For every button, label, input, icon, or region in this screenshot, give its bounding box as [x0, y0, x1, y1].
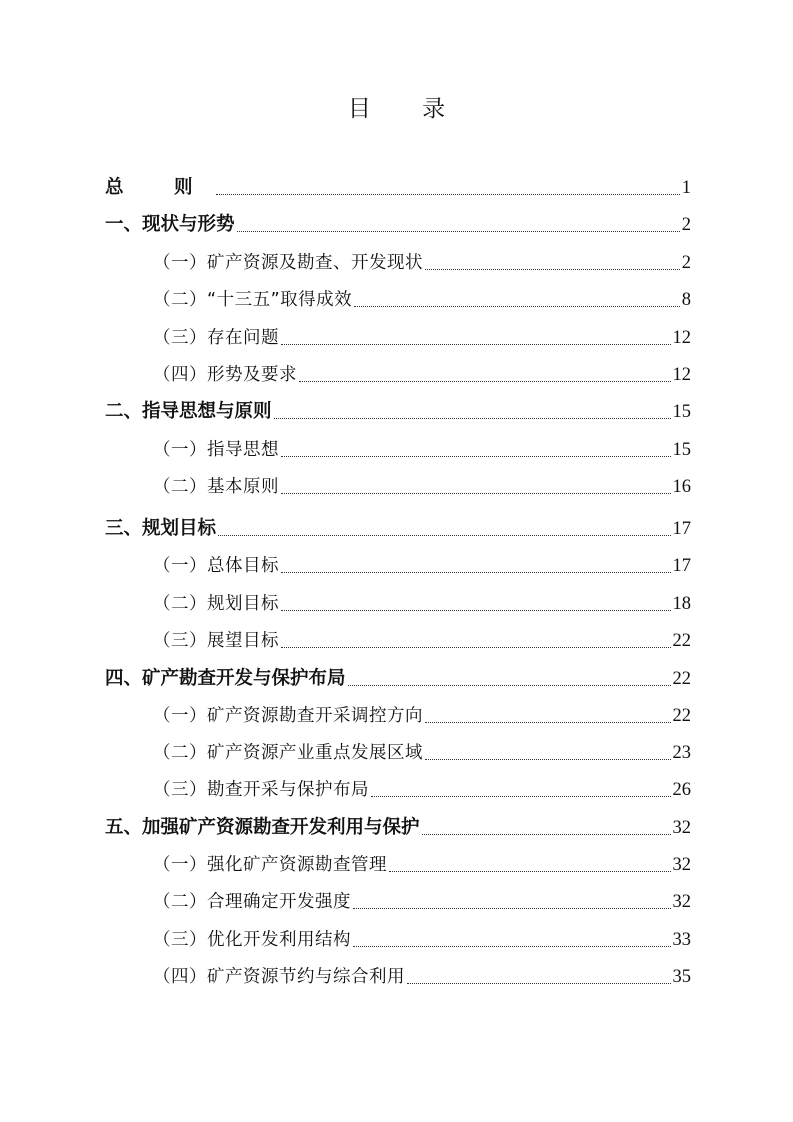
toc-entry[interactable]	[105, 815, 691, 841]
toc-entry-label: （一）指导思想	[153, 440, 279, 460]
toc-entry[interactable]	[153, 852, 691, 878]
toc-entry[interactable]	[153, 287, 691, 313]
toc-dot-leader	[407, 983, 671, 984]
toc-entry-label: （四）形势及要求	[153, 365, 297, 385]
toc-entry[interactable]	[153, 964, 691, 990]
toc-entry[interactable]	[105, 516, 691, 542]
toc-entry[interactable]	[153, 362, 691, 388]
toc-entry-label: 一、现状与形势	[105, 214, 235, 235]
toc-page-number: 1	[681, 178, 691, 198]
toc-entry[interactable]	[105, 175, 691, 201]
toc-entry-label: （一）矿产资源及勘查、开发现状	[153, 253, 423, 273]
toc-dot-leader	[281, 344, 671, 345]
toc-entry-label: （一）强化矿产资源勘查管理	[153, 855, 387, 875]
toc-entry[interactable]	[153, 591, 691, 617]
toc-entry-label: 五、加强矿产资源勘查开发利用与保护	[105, 817, 420, 838]
toc-entry-label: 三、规划目标	[105, 518, 217, 539]
toc-page-number: 22	[672, 631, 691, 651]
toc-dot-leader	[281, 572, 671, 573]
toc-entry[interactable]	[153, 740, 691, 766]
toc-dot-leader	[299, 381, 671, 382]
toc-page-number: 32	[672, 818, 691, 838]
toc-page-number: 18	[672, 594, 691, 614]
toc-page-number: 22	[672, 669, 691, 689]
toc-page-number: 16	[672, 477, 691, 497]
toc-page-number: 17	[672, 519, 691, 539]
toc-dot-leader	[281, 456, 671, 457]
toc-page-number: 12	[672, 328, 691, 348]
toc-dot-leader	[389, 871, 671, 872]
toc-entry-label: （二）矿产资源产业重点发展区域	[153, 743, 423, 763]
toc-entry[interactable]	[105, 399, 691, 425]
toc-dot-leader	[281, 647, 671, 648]
toc-entry[interactable]	[153, 703, 691, 729]
toc-dot-leader	[425, 269, 680, 270]
toc-entry-label: （三）存在问题	[153, 328, 279, 348]
toc-page-number: 23	[672, 743, 691, 763]
toc-dot-leader	[425, 722, 671, 723]
toc-dot-leader	[237, 231, 680, 232]
toc-entry[interactable]	[153, 250, 691, 276]
toc-entry[interactable]	[153, 325, 691, 351]
toc-page-number: 12	[672, 365, 691, 385]
toc-entry[interactable]	[153, 927, 691, 953]
toc-dot-leader	[274, 418, 671, 419]
toc-dot-leader	[371, 796, 671, 797]
toc-entry-label: （三）勘查开采与保护布局	[153, 780, 369, 800]
toc-page-number: 32	[672, 855, 691, 875]
toc-entry[interactable]	[153, 553, 691, 579]
toc-entry-label: （三）优化开发利用结构	[153, 930, 351, 950]
toc-entry[interactable]	[105, 212, 691, 238]
toc-entry-label: 二、指导思想与原则	[105, 401, 272, 422]
toc-entry-label: （四）矿产资源节约与综合利用	[153, 967, 405, 987]
toc-page-number: 33	[672, 930, 691, 950]
toc-dot-leader	[354, 306, 680, 307]
toc-page-number: 8	[681, 290, 691, 310]
toc-entry[interactable]	[153, 628, 691, 654]
toc-entry-label: （一）总体目标	[153, 556, 279, 576]
page-title: 目 录	[347, 96, 468, 122]
toc-entry[interactable]	[153, 889, 691, 915]
toc-entry-label: （二）规划目标	[153, 594, 279, 614]
toc-dot-leader	[422, 834, 671, 835]
toc-page-number: 17	[672, 556, 691, 576]
toc-entry-label: （三）展望目标	[153, 631, 279, 651]
toc-dot-leader	[216, 194, 679, 195]
toc-dot-leader	[348, 685, 671, 686]
toc-dot-leader	[218, 535, 670, 536]
toc-dot-leader	[281, 610, 671, 611]
toc-entry[interactable]	[153, 777, 691, 803]
toc-page-number: 35	[672, 967, 691, 987]
toc-entry[interactable]	[153, 437, 691, 463]
toc-entry[interactable]	[105, 666, 691, 692]
toc-dot-leader	[353, 946, 671, 947]
toc-entry-label: （二）基本原则	[153, 477, 279, 497]
toc-page-number: 2	[681, 253, 691, 273]
toc-entry-label: 四、矿产勘查开发与保护布局	[105, 668, 346, 689]
toc-dot-leader	[353, 908, 671, 909]
toc-page-number: 22	[672, 706, 691, 726]
toc-entry[interactable]	[153, 474, 691, 500]
toc-dot-leader	[281, 493, 671, 494]
toc-page-number: 32	[672, 892, 691, 912]
toc-entry-label: （二）合理确定开发强度	[153, 892, 351, 912]
toc-dot-leader	[425, 759, 671, 760]
toc-entry-label: （二）“十三五”取得成效	[153, 290, 353, 310]
toc-page-number: 15	[672, 402, 691, 422]
toc-page-number: 2	[681, 215, 691, 235]
toc-page-number: 15	[672, 440, 691, 460]
toc-entry-label: 总 则	[105, 177, 215, 198]
toc-entry-label: （一）矿产资源勘查开采调控方向	[153, 706, 423, 726]
toc-page-number: 26	[672, 780, 691, 800]
